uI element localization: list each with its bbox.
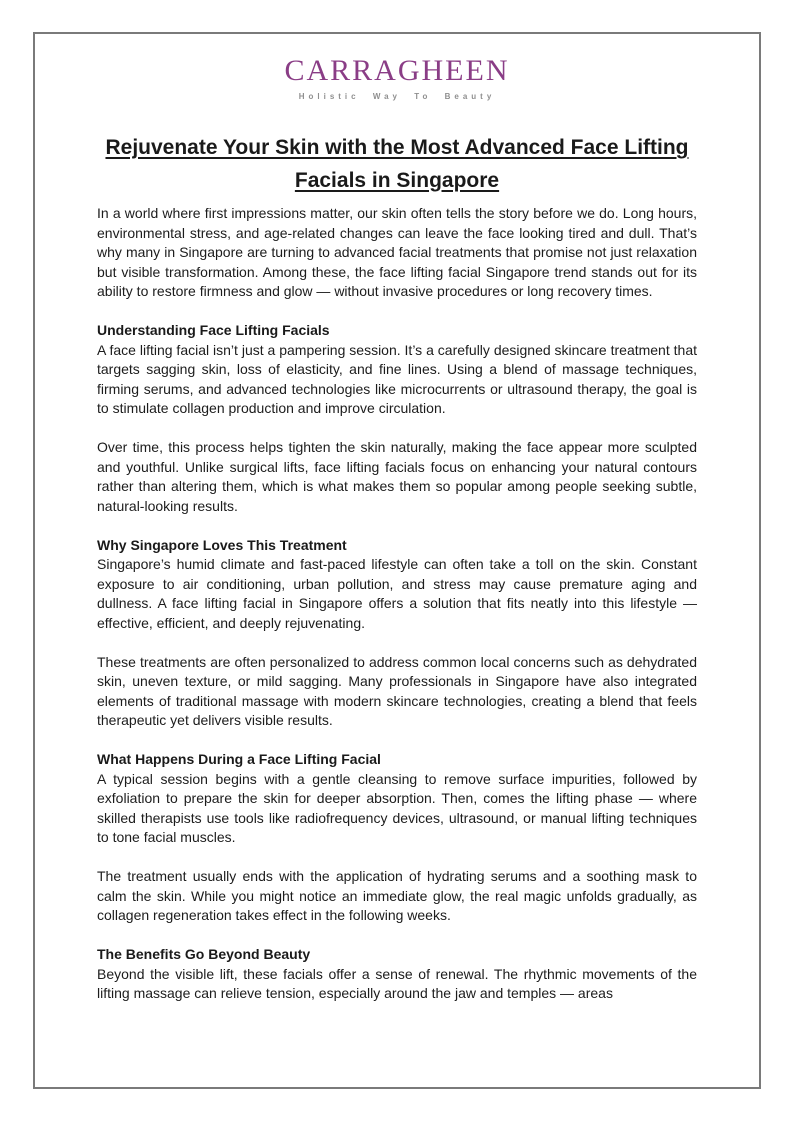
section-understanding-face-lifting-facials [97, 321, 697, 516]
section-heading: Understanding Face Lifting Facials [97, 322, 330, 339]
logo-tagline: Holistic Way To Beauty [298, 92, 496, 101]
section-paragraph: A face lifting facial isn’t just a pampering session. It’s a carefully designed skincare treatment that targets sagging skin, loss of elasticity, and fine lines. Using a blend of massage techniques, firming serums, and advanced technologies like microcurrents or ultrasound therapy, the goal is to stimulate collagen production and improve circulation. [97, 341, 697, 417]
logo-wordmark: CARRAGHEEN [284, 54, 510, 87]
page-border [33, 32, 761, 1089]
section-paragraph: A typical session begins with a gentle cleansing to remove surface impurities, followed by exfoliation to prepare the skin for deeper absorption. Then, comes the lifting phase — where skilled therapists use tools like radiofrequency devices, ultrasound, or manual lifting techniques to tone facial muscles. [97, 770, 697, 846]
article-title: Rejuvenate Your Skin with the Most Advanced Face Lifting Facials in Singapore [105, 136, 689, 192]
section-benefits-go-beyond-beauty [97, 945, 697, 1004]
section-paragraph: These treatments are often personalized to address common local concerns such as dehydrated skin, uneven texture, or mild sagging. Many professionals in Singapore have also integrated elements of traditional massage with modern skincare technologies, creating a blend that feels therapeutic yet delivers visible results. [97, 653, 697, 729]
section-heading: What Happens During a Face Lifting Facial [97, 751, 381, 768]
section-why-singapore-loves-this-treatment [97, 536, 697, 731]
section-paragraph: Beyond the visible lift, these facials offer a sense of renewal. The rhythmic movements of the lifting massage can relieve tension, especially around the jaw and temples — areas [97, 965, 697, 1002]
section-heading: The Benefits Go Beyond Beauty [97, 946, 311, 963]
section-paragraph: Over time, this process helps tighten the skin naturally, making the face appear more sculpted and youthful. Unlike surgical lifts, face lifting facials focus on enhancing your natural contours rather than altering them, which is what makes them so popular among people seeking subtle, natural-looking results. [97, 439, 697, 514]
section-heading: Why Singapore Loves This Treatment [97, 536, 347, 553]
section-paragraph: The treatment usually ends with the application of hydrating serums and a soothing mask to calm the skin. While you might notice an immediate glow, the real magic unfolds gradually, as collagen regeneration takes effect in the following weeks. [97, 868, 697, 924]
section-what-happens-during-facial [97, 750, 697, 926]
intro-paragraph: In a world where first impressions matter, our skin often tells the story before we do. Long hours, environmental stress, and age-related changes can leave the face looking tired and dull. That’s why many in Singapore are turning to advanced facial treatments that promise not just relaxation but visible transformation. Among these, the face lifting facial Singapore trend stands out for its ability to restore firmness and glow — without invasive procedures or long recovery times. [97, 205, 697, 300]
section-paragraph: Singapore’s humid climate and fast-paced lifestyle can often take a toll on the skin. Constant exposure to air conditioning, urban pollution, and stress may cause premature aging and dullness. A face lifting facial in Singapore offers a solution that fits neatly into this lifestyle — effective, efficient, and deeply rejuvenating. [97, 556, 697, 631]
brand-logo [97, 54, 697, 101]
